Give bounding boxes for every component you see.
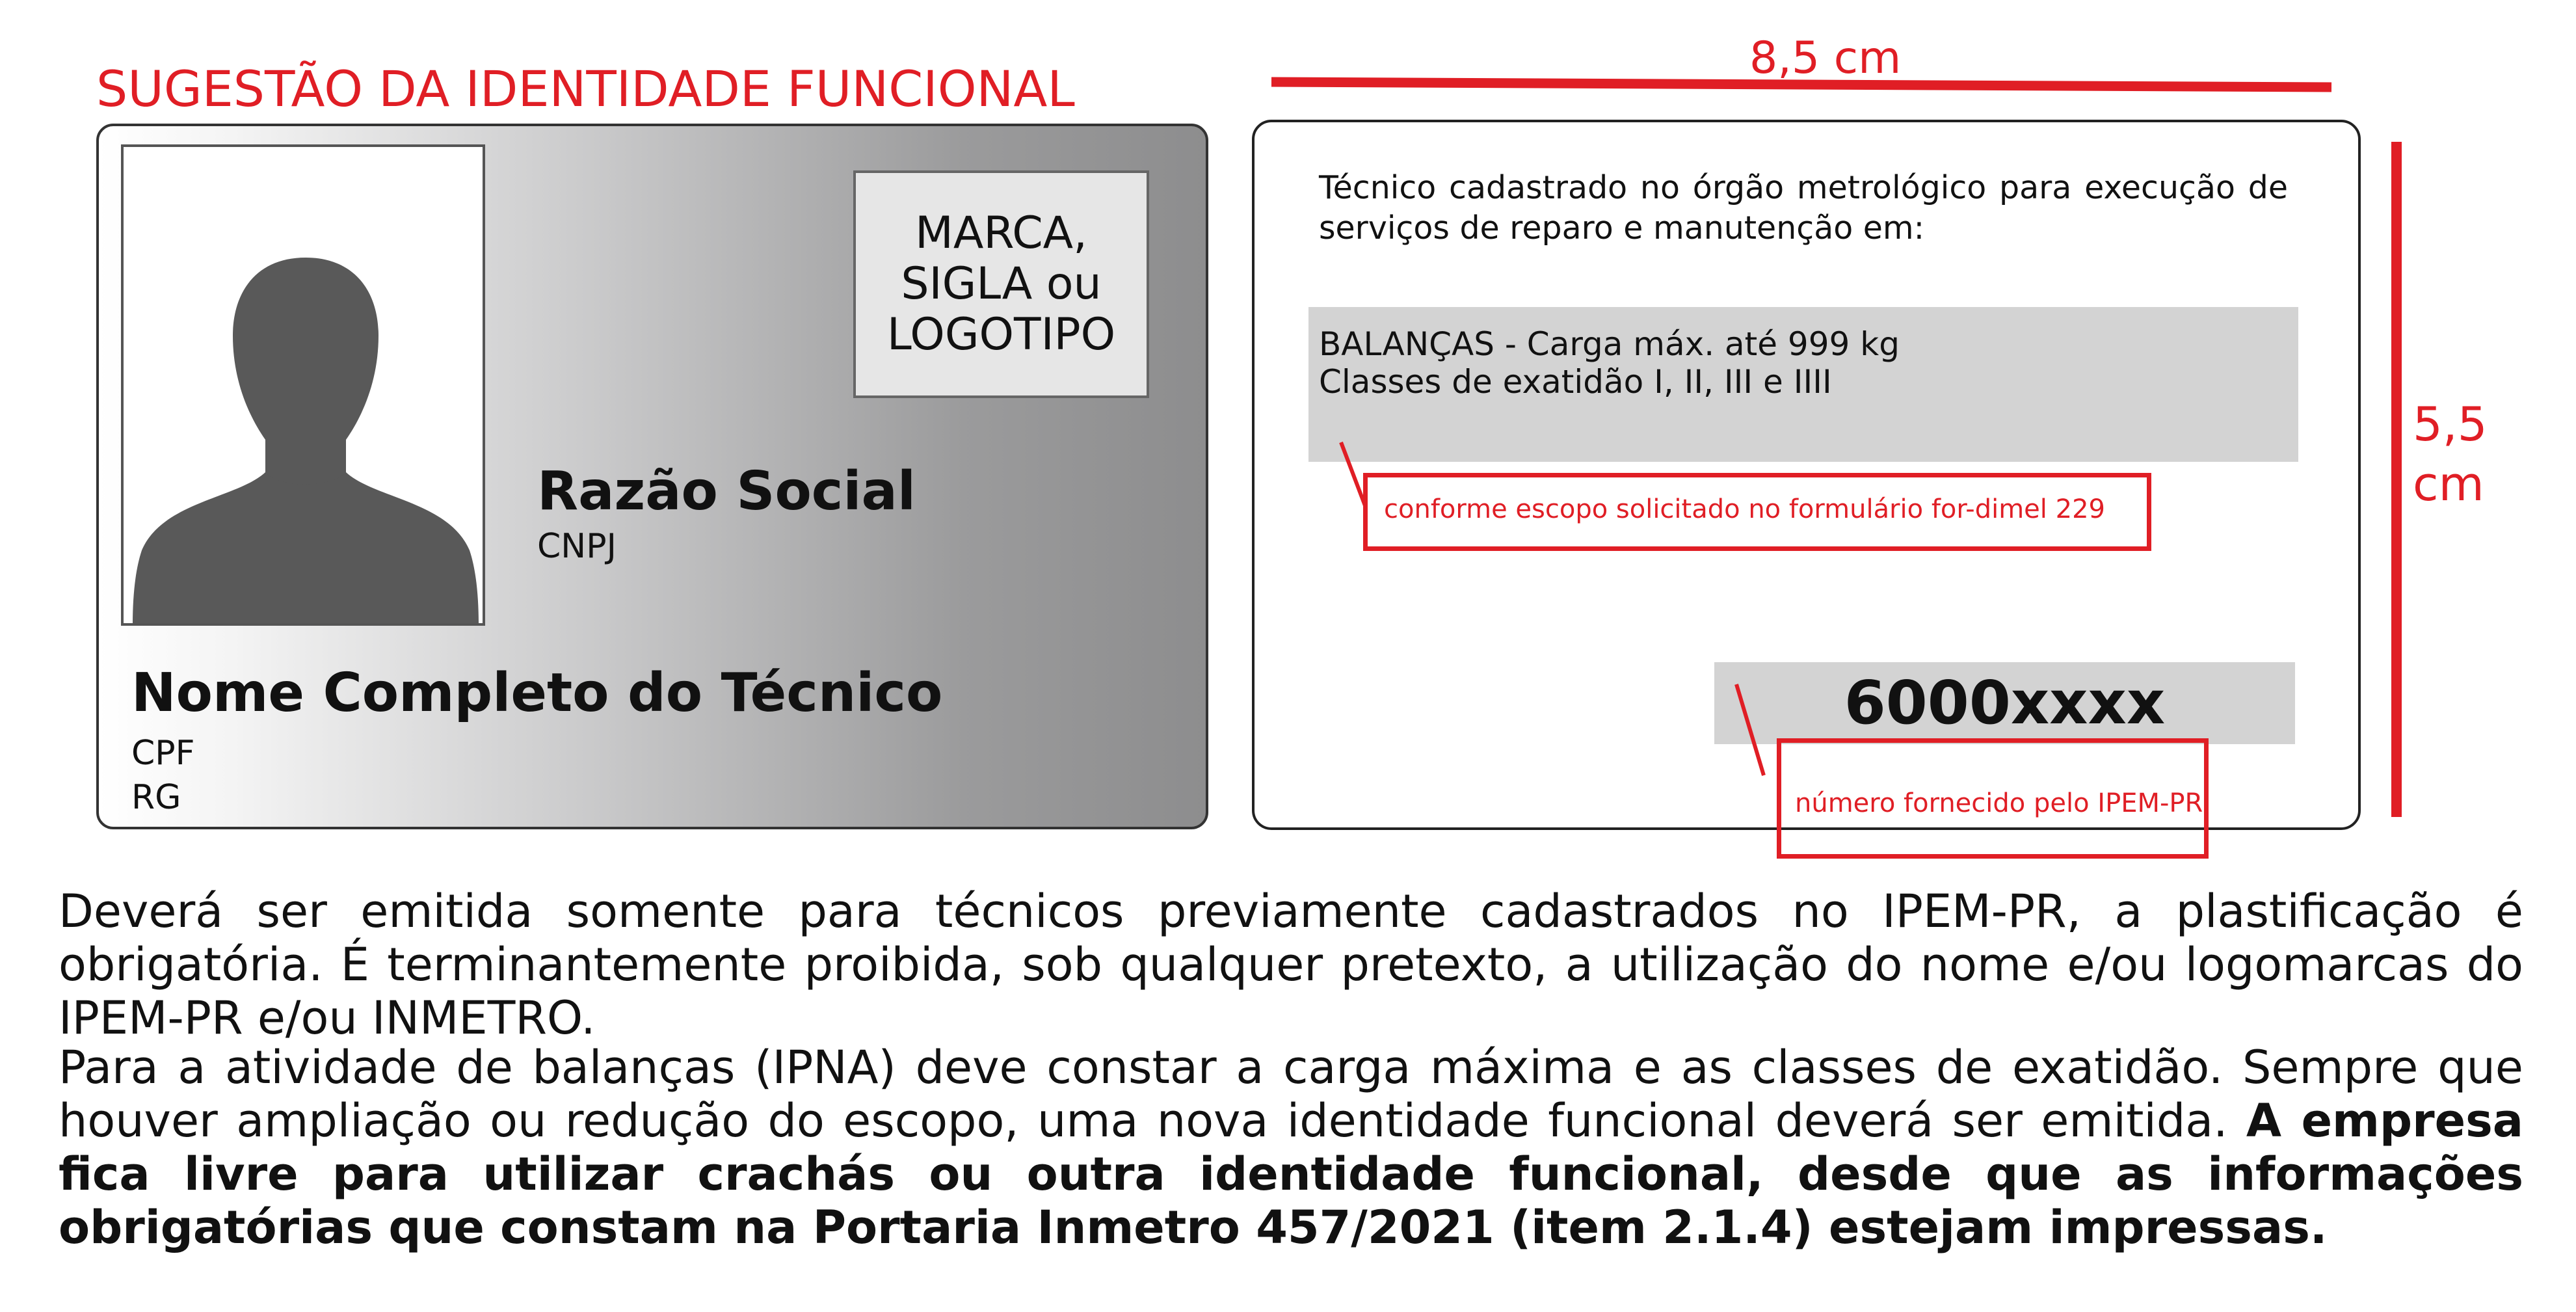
logo-placeholder-text: MARCA, SIGLA ou LOGOTIPO [886, 208, 1116, 360]
scope-line-capacity: BALANÇAS - Carga máx. até 999 kg [1319, 325, 1900, 363]
scope-annotation-text: conforme escopo solicitado no formulário for-dimel 229 [1384, 494, 2105, 524]
scope-line-classes: Classes de exatidão I, II, III e IIII [1319, 363, 1832, 401]
width-dimension-label: 8,5 cm [1749, 33, 1902, 84]
page-title: SUGESTÃO DA IDENTIDADE FUNCIONAL [96, 60, 1075, 118]
cpf-label: CPF [131, 734, 195, 773]
company-id-label: CNPJ [537, 527, 617, 566]
registration-number: 6000xxxx [1844, 668, 2166, 738]
back-intro-text: Técnico cadastrado no órgão metrológico para execução de serviços de reparo e manutenção em: [1319, 169, 2288, 247]
number-pointer-line [1736, 684, 1764, 775]
height-dimension-label: 5,5 cm [2413, 397, 2488, 511]
company-name: Razão Social [537, 461, 916, 522]
instruction-paragraph-2 [59, 1041, 2523, 1254]
rg-label: RG [131, 778, 181, 817]
scope-pointer-line [1341, 442, 1366, 507]
instruction-text-bold: A empresa fica livre para utilizar crachás ou outra identidade funcional, desde que as informações obrigatórias que constam na Portaria Inmetro 457/2021 (item 2.1.4) estejam impressas. [59, 1094, 2524, 1254]
instruction-paragraph-1: Deverá ser emitida somente para técnicos previamente cadastrados no IPEM-PR, a plastificação é obrigatória. É terminantemente proibida, sob qualquer pretexto, a utilização do nome e/ou logomarcas do IPEM-PR e/ou INMETRO. [59, 885, 2523, 1045]
technician-name: Nome Completo do Técnico [131, 662, 943, 724]
instruction-text-regular: Para a atividade de balanças (IPNA) deve constar a carga máxima e as classes de exatidão. Sempre que houver ampliação ou redução do escopo, uma nova identidade funcional deverá ser emitida. [59, 1041, 2523, 1147]
number-annotation-text: número fornecido pelo IPEM-PR [1795, 788, 2203, 818]
